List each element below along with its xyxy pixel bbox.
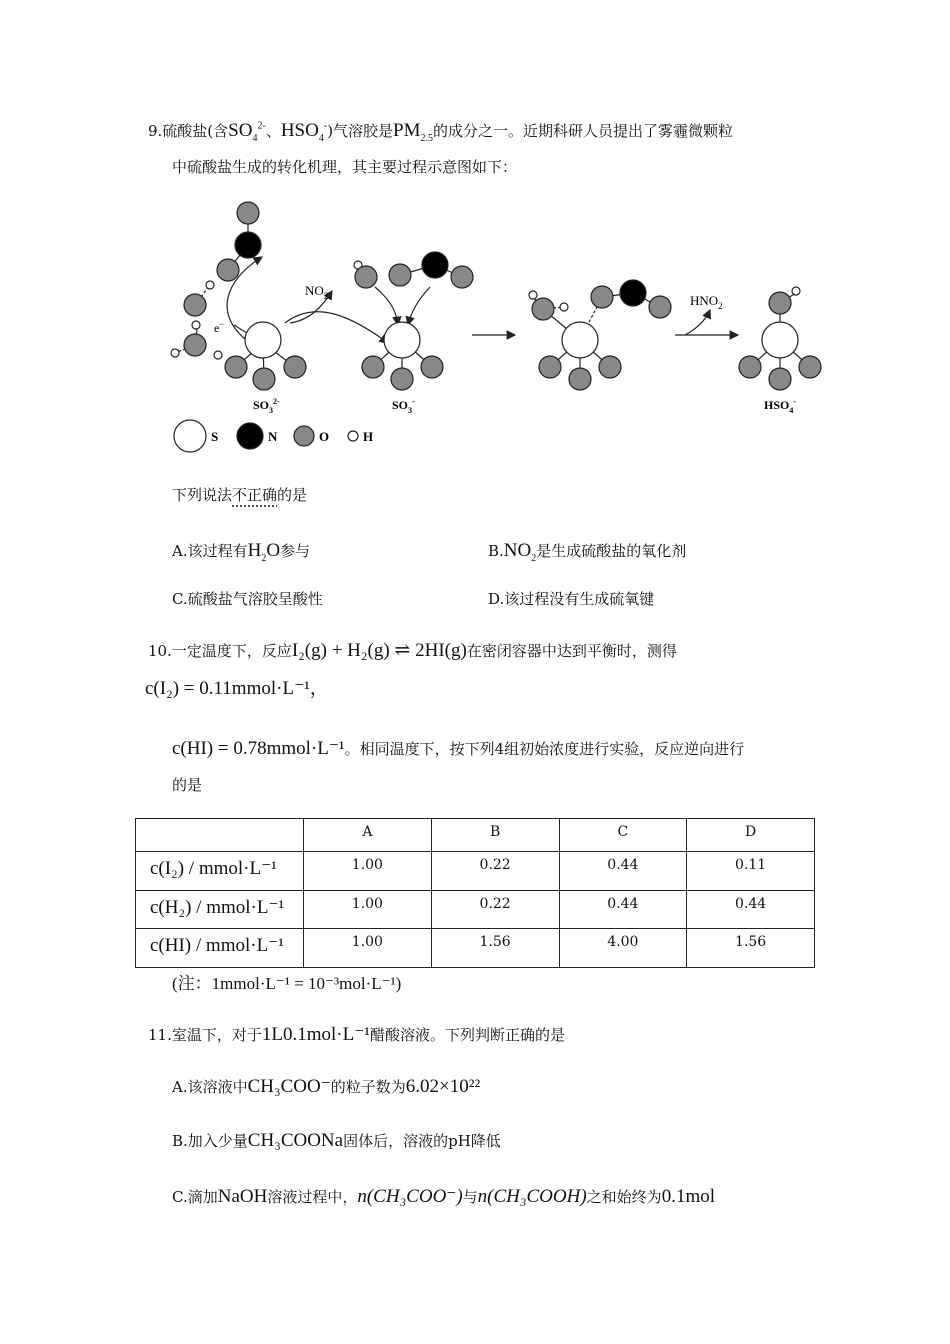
svg-text:e−: e− xyxy=(214,319,225,335)
formula-so4: $SO_4^{2-}$ xyxy=(228,120,266,144)
svg-text:N: N xyxy=(268,429,278,444)
concentration-table xyxy=(135,818,815,968)
q10-c-i2: c(I₂) = 0.11mmol·L⁻¹， xyxy=(145,678,329,699)
svg-text:HNO2: $HNO_2$ xyxy=(690,293,723,311)
svg-text:NO2: $NO_2$ xyxy=(305,283,329,301)
q9-line2: 中硫酸盐生成的转化机理，其主要过程示意图如下： xyxy=(172,158,518,176)
q9-line1: 9.硫酸盐(含$SO_4^{2-}$、$HSO_4^-$)气溶胶是$PM_{2.5}$的成分之一。近期科研人员提出了雾霾微颗粒 xyxy=(148,120,734,144)
q11-line1: 11.室温下，对于1L0.1mol·L⁻¹醋酸溶液。下列判断正确的是 xyxy=(148,1024,565,1045)
q10-note: (注：1mmol·L⁻¹ = 10⁻³mol·L⁻¹) xyxy=(172,974,402,993)
svg-text:SO32-: $SO_3^{2-}$ xyxy=(253,397,280,415)
table-row: c(H₂) / mmol·L⁻¹ 1.00 0.22 0.44 0.44 xyxy=(136,890,815,929)
q11-option-b: B.加入少量CH₃COONa固体后，溶液的pH降低 xyxy=(172,1130,501,1151)
formula-pm25: $PM_{2.5}$ xyxy=(393,120,434,144)
q10-line1: 10.一定温度下，反应I₂(g) + H₂(g) ⇌ 2HI(g)在密闭容器中达到平衡时，测得 xyxy=(148,640,677,661)
diagram-legend xyxy=(174,420,358,452)
q9-option-d: D.该过程没有生成硫氧键 xyxy=(488,590,655,608)
formula-hso4: $HSO_4^-$ xyxy=(280,120,328,144)
q11-option-a: A.该溶液中CH₃COO⁻的粒子数为6.02×10²² xyxy=(172,1076,481,1097)
q10-line4: 的是 xyxy=(172,776,203,794)
table-header-row: A B C D xyxy=(136,819,815,852)
table-row: c(HI) / mmol·L⁻¹ 1.00 1.56 4.00 1.56 xyxy=(136,929,815,968)
equation: I₂(g) + H₂(g) ⇌ 2HI(g) xyxy=(291,640,467,661)
svg-text:SO3-: $SO_3^-$ xyxy=(392,397,415,415)
table-row: c(I₂) / mmol·L⁻¹ 1.00 0.22 0.44 0.11 xyxy=(136,852,815,891)
q11-option-c: C.滴加NaOH溶液过程中，n(CH₃COO⁻)与n(CH₃COOH)之和始终为0.1mol xyxy=(172,1186,715,1207)
svg-text:O: O xyxy=(319,429,330,444)
q9-option-b: $B.NO_2$是生成硫酸盐的氧化剂 xyxy=(488,540,687,564)
q9-option-c: C.硫酸盐气溶胶呈酸性 xyxy=(172,590,323,608)
q10-line3: c(HI) = 0.78mmol·L⁻¹。相同温度下，按下列4组初始浓度进行实验，反应逆向进行 xyxy=(172,738,745,759)
mechanism-diagram xyxy=(150,195,830,460)
svg-text:HSO4-: $HSO_4^-$ xyxy=(764,397,797,415)
q9-option-a: A.该过程有$H_2O$参与 xyxy=(172,540,311,564)
svg-text:H: H xyxy=(363,429,374,444)
q9-prompt: 下列说法不正确的是 xyxy=(172,486,308,504)
svg-text:S: S xyxy=(211,429,219,444)
